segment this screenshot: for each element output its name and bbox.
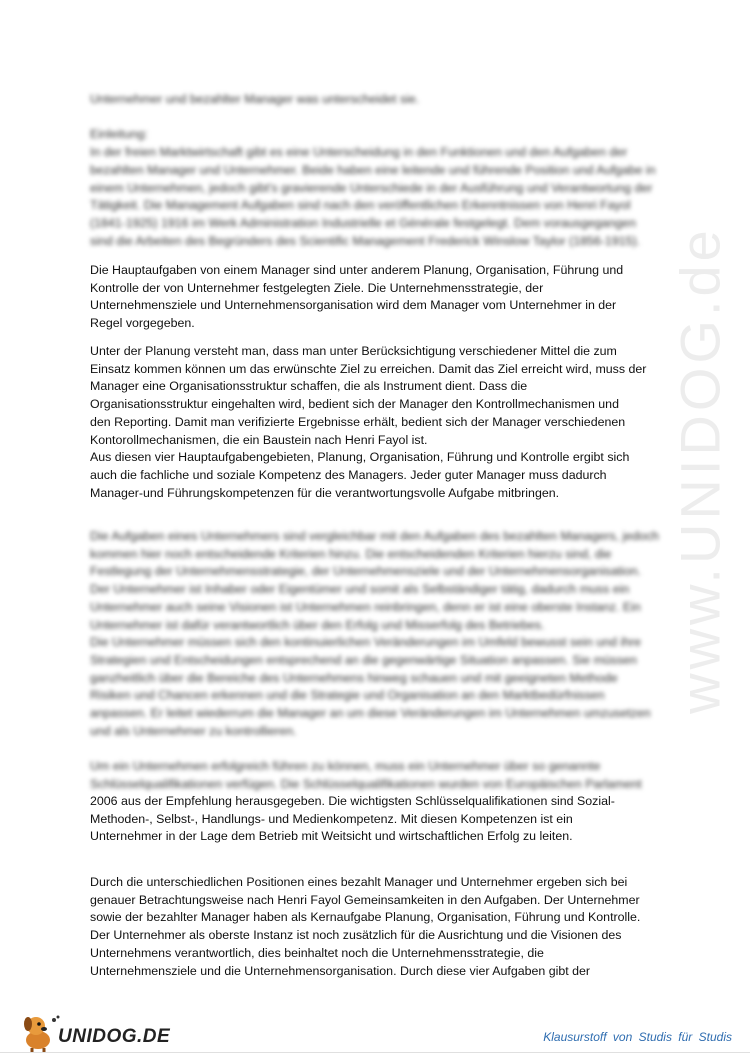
logo-text: UNIDOG.DE — [58, 1026, 171, 1047]
paragraph-text: Durch die unterschiedlichen Positionen eines bezahlt Manager und Unternehmer ergeben sich bei genauer Betrachtungsweise nach Henri Fayol Gemeinsamkeiten in den Aufgaben. Der Unternehmer sowie der bezahlter Manager haben als Kernaufgabe Planung, Organisation, Führung und Kontrolle. Der Unternehmer als oberste Instanz ist noch zusätzlich für die Ausrichtung und die Visionen des Unternehmens verantwortlich, dies beinhaltet noch die Unternehmensstrategie, die Unternehmensziele und die Unternehmensorganisation. Durch diese vier Aufgaben gibt der — [90, 875, 641, 978]
blurred-intro-section — [90, 91, 660, 250]
blurred-middle-section — [90, 528, 660, 740]
unidog-logo[interactable] — [18, 1012, 171, 1048]
paragraph-comparison — [90, 874, 660, 980]
blurred-intro-text: Unternehmer und bezahlter Manager was unterscheidet sie. Einleitung: In der freien Marktwirtschaft gibt es eine Unterscheidung in den Funktionen und den Aufgaben der bezahlten Manager und Unternehmer. Beide haben eine leitende und führende Position und Aufgabe in einem Unternehmen, jedoch gibt's gravierende Unterschiede in der Ausführung und Verantwortung der Tätigkeit. Die Management Aufgaben sind nach den veröffentlichen Erkenntnissen von Henri Fayol (1841-1925) 1916 im Werk Administration Industrielle et Générale festgelegt. Dem vorausgegangen sind die Arbeiten des Begründers des Scientific Management Frederick Winslow Taylor (1856-1915). — [90, 92, 656, 248]
paragraph-planning — [90, 343, 660, 502]
blurred-lead-section — [90, 758, 660, 793]
footer-divider — [0, 1052, 750, 1053]
dog-mascot-icon — [18, 1012, 62, 1052]
paragraph-key-qualifications — [90, 793, 660, 846]
paragraph-text: Unter der Planung versteht man, dass man unter Berücksichtigung verschiedener Mittel die zum Einsatz kommen können um das erwünschte Ziel zu erreichen. Damit das Ziel erreicht wird, muss der Manager eine Organisationsstruktur schaffen, die als Instrument dient. Dass die Organisationsstruktur eingehalten wird, bedient sich der Manager den Kontrollmechanismen und den Reporting. Damit man verifizierte Ergebnisse erhält, bedient sich der Manager verschiedenen Kontorollmechanismen, die ein Baustein nach Henri Fayol ist. Aus diesen vier Hauptaufgabengebieten, Planung, Organisation, Führung und Kontrolle ergibt sich auch die fachliche und soziale Kompetenz des Managers. Jeder guter Manager muss dadurch Manager-und Führungskompetenzen für die verantwortungsvolle Aufgabe mitbringen. — [90, 344, 647, 500]
paragraph-manager-tasks — [90, 262, 660, 333]
watermark-text: www.UNIDOG.de — [668, 226, 732, 714]
blurred-middle-text: Die Aufgaben eines Unternehmers sind vergleichbar mit den Aufgaben des bezahlten Managers, jedoch kommen hier noch entscheidende Kriterien hinzu. Die entscheidenden Kriterien hierzu sind, die Festlegung der Unternehmensstrategie, der Unternehmensziele und der Unternehmensorganisation. Der Unternehmer ist Inhaber oder Eigentümer und somit als Selbständiger tätig, dadurch muss ein Unternehmer auch seine Visionen ist Unternehmen reinbringen, denn er ist eine oberste Instanz. Ein Unternehmer ist dafür verantwortlich über den Erfolg und Misserfolg des Betriebes. Die Unternehmer müssen sich den kontinuierlichen Veränderungen im Umfeld bewusst sein und ihre Strategien und Entscheidungen entsprechend an die gegenwärtige Situation anpassen. Sie müssen ganzheitlich über die Bereiche des Unternehmens hinweg schauen und mit geeigneten Methode Risiken und Chancen erkennen und die Strategie und Organisation an den Marktbedürfnissen anpassen. Er leitet wiederrum die Manager an um diese Veränderungen im Unternehmen umzusetzen und als Unternehmer zu kontrollieren. — [90, 529, 659, 738]
blurred-lead-text: Um ein Unternehmen erfolgreich führen zu können, muss ein Unternehmer über so genannte Schlüsselqualifikationen verfügen. Die Schlüsselqualifikationen wurden von Europäischen Parlament — [90, 759, 642, 791]
paragraph-text: Die Hauptaufgaben von einem Manager sind unter anderem Planung, Organisation, Führung und Kontrolle der von Unternehmer festgelegten Ziele. Die Unternehmensstrategie, der Unternehmensziele und Unternehmensorganisation wird dem Manager vom Unternehmer in der Regel vorgegeben. — [90, 263, 624, 331]
footer-slogan: Klausurstoff von Studis für Studis — [543, 1030, 732, 1044]
paragraph-text: 2006 aus der Empfehlung herausgegeben. Die wichtigsten Schlüsselqualifikationen sind Sozial- Methoden-, Selbst-, Handlungs- und Medienkompetenz. Mit diesen Kompetenzen ist ein Unternehmer in der Lage dem Betrieb mit Weitsicht und wirtschaftlichen Erfolg zu leiten. — [90, 794, 615, 844]
